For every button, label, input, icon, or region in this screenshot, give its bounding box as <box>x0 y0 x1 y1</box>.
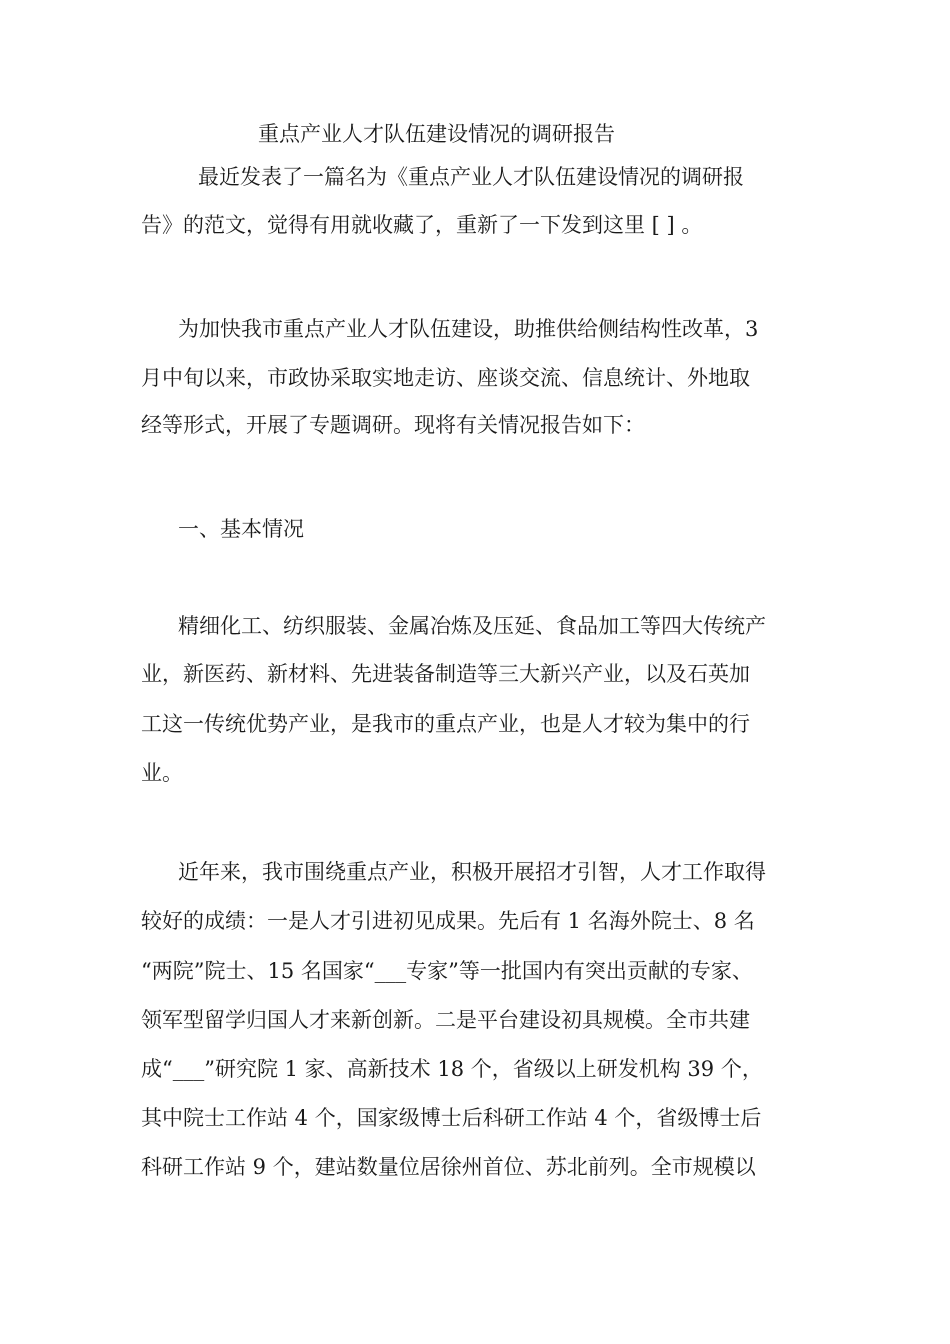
para3-line-4: 领军型留学归国人才来新创新。二是平台建设初具规模。全市共建 <box>141 1008 750 1032</box>
intro-line-2: 告》的范文，觉得有用就收藏了，重新了一下发到这里 [ ] 。 <box>141 213 703 237</box>
para1-line-3: 经等形式，开展了专题调研。现将有关情况报告如下： <box>141 413 645 437</box>
para1-line-2: 月中旬以来，市政协采取实地走访、座谈交流、信息统计、外地取 <box>141 366 750 390</box>
para3-line-7: 科研工作站 9 个，建站数量位居徐州首位、苏北前列。全市规模以 <box>141 1155 756 1179</box>
para3-line-2: 较好的成绩：一是人才引进初见成果。先后有 1 名海外院士、8 名 <box>141 909 755 933</box>
para2-line-2: 业，新医药、新材料、先进装备制造等三大新兴产业，以及石英加 <box>141 662 750 686</box>
para2-line-3: 工这一传统优势产业，是我市的重点产业，也是人才较为集中的行 <box>141 712 750 736</box>
para3-line-3: “两院”院士、15 名国家“___专家”等一批国内有突出贡献的专家、 <box>141 959 753 983</box>
document-title: 重点产业人才队伍建设情况的调研报告 <box>258 122 615 146</box>
section-heading-basic: 一、基本情况 <box>178 517 304 541</box>
para3-line-5: 成“___”研究院 1 家、高新技术 18 个，省级以上研发机构 39 个， <box>141 1057 763 1081</box>
para3-line-6: 其中院士工作站 4 个，国家级博士后科研工作站 4 个，省级博士后 <box>141 1106 762 1130</box>
para3-line-1: 近年来，我市围绕重点产业，积极开展招才引智，人才工作取得 <box>178 860 766 884</box>
intro-line-1: 最近发表了一篇名为《重点产业人才队伍建设情况的调研报 <box>198 165 744 189</box>
para2-line-4: 业。 <box>141 761 183 785</box>
para1-line-1: 为加快我市重点产业人才队伍建设，助推供给侧结构性改革，3 <box>178 317 759 341</box>
para2-line-1: 精细化工、纺织服装、金属冶炼及压延、食品加工等四大传统产 <box>178 614 766 638</box>
